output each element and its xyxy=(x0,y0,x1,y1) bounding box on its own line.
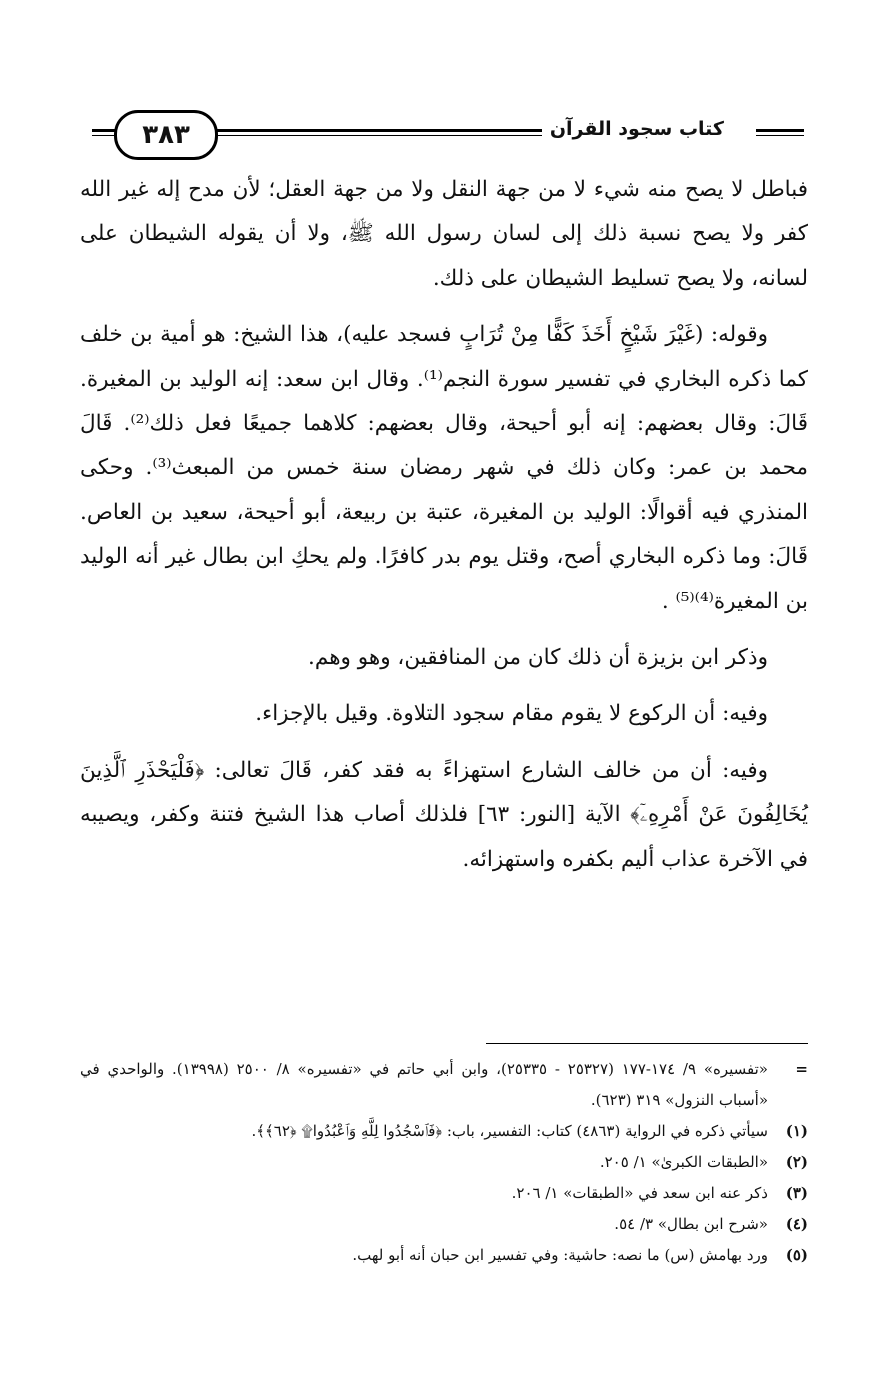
header-rule-right-bottom xyxy=(756,135,804,136)
footnote-number: (٤) xyxy=(785,1215,808,1233)
paragraph-1: فباطل لا يصح منه شيء لا من جهة النقل ولا من جهة العقل؛ لأن مدح إله غير الله كفر ولا يصح نسبة ذلك إلى لسان رسول الله ﷺ، ولا أن يقوله الشيطان على لسانه، ولا يصح تسليط الشيطان على ذلك. xyxy=(80,177,808,291)
footnote-text: «شرح ابن بطال» ٣/ ٥٤. xyxy=(614,1215,768,1233)
footnotes xyxy=(80,1054,808,1271)
paragraph-2: وقوله: (غَيْرَ شَيْخٍ أَخَذَ كَفًّا مِنْ تُرَابٍ فسجد عليه)، هذا الشيخ: هو أمية بن خلف كما ذكره البخاري في تفسير سورة النجم⁽¹⁾. وقال ابن سعد: إنه الوليد بن المغيرة. قَالَ: وقال بعضهم: إنه أبو أحيحة، وقال بعضهم: كلاهما جميعًا فعل ذلك⁽²⁾. قَالَ محمد بن عمر: وكان ذلك في شهر رمضان سنة خمس من المبعث⁽³⁾. وحكى المنذري فيه أقوالًا: الوليد بن المغيرة، عتبة بن ربيعة، أبو أحيحة، سعيد بن العاص. قَالَ: وما ذكره البخاري أصح، وقتل يوم بدر كافرًا. ولم يحكِ ابن بطال غير أنه الوليد بن المغيرة⁽⁴⁾⁽⁵⁾ . xyxy=(80,322,808,614)
footnote-text: ذكر عنه ابن سعد في «الطبقات» ١/ ٢٠٦. xyxy=(511,1184,768,1202)
footnote-number: (٥) xyxy=(785,1246,808,1264)
paragraph-5: وفيه: أن من خالف الشارع استهزاءً به فقد كفر، قَالَ تعالى: ﴿فَلْيَحْذَرِ ٱلَّذِينَ يُخَالِفُونَ عَنْ أَمْرِهِۦٓ﴾ الآية [النور: ٦٣] فلذلك أصاب هذا الشيخ فتنة وكفر، ويصيبه في الآخرة عذاب أليم بكفره واستهزائه. xyxy=(80,757,808,872)
paragraph-3: وذكر ابن بزيزة أن ذلك كان من المنافقين، وهو وهم. xyxy=(308,645,768,671)
header-rule-bottom xyxy=(210,135,590,136)
footnote-text: سيأتي ذكره في الرواية (٤٨٦٣) كتاب: التفسير، باب: ﴿فَٱسْجُدُوا لِلَّهِ وَٱعْبُدُوا۩ ﴿٦٢﴾﴾. xyxy=(251,1122,768,1140)
footnote-number: (٣) xyxy=(785,1184,808,1202)
footnote-3 xyxy=(80,1178,808,1209)
footnote-number: (١) xyxy=(785,1122,808,1140)
footnote-1 xyxy=(80,1116,808,1147)
footnote-2 xyxy=(80,1147,808,1178)
footnote-continued xyxy=(80,1054,808,1116)
page-number: ٣٨٣ xyxy=(142,120,190,150)
footnote-marker: = xyxy=(795,1060,808,1078)
footnote-text: «الطبقات الكبرىٰ» ١/ ٢٠٥. xyxy=(599,1153,768,1171)
main-text xyxy=(80,168,808,894)
footnote-separator xyxy=(486,1043,808,1044)
footnote-text: ورد بهامش (س) ما نصه: حاشية: وفي تفسير ابن حبان أنه أبو لهب. xyxy=(352,1246,768,1264)
footnote-5 xyxy=(80,1240,808,1271)
footnote-text: «تفسيره» ٩/ ١٧٤-١٧٧ (٢٥٣٢٧ - ٢٥٣٣٥)، وابن أبي حاتم في «تفسيره» ٨/ ٢٥٠٠ (١٣٩٩٨). والواحدي في «أسباب النزول» ٣١٩ (٦٢٣). xyxy=(80,1060,768,1109)
header-rule-top xyxy=(210,129,590,132)
page-header xyxy=(92,108,804,158)
header-rule-right-top xyxy=(756,129,804,132)
running-title: كتاب سجود القرآن xyxy=(542,118,732,140)
paragraph-4: وفيه: أن الركوع لا يقوم مقام سجود التلاوة. وقيل بالإجزاء. xyxy=(255,701,768,727)
footnote-number: (٢) xyxy=(785,1153,808,1171)
page-number-badge xyxy=(114,110,218,160)
footnote-4 xyxy=(80,1209,808,1240)
